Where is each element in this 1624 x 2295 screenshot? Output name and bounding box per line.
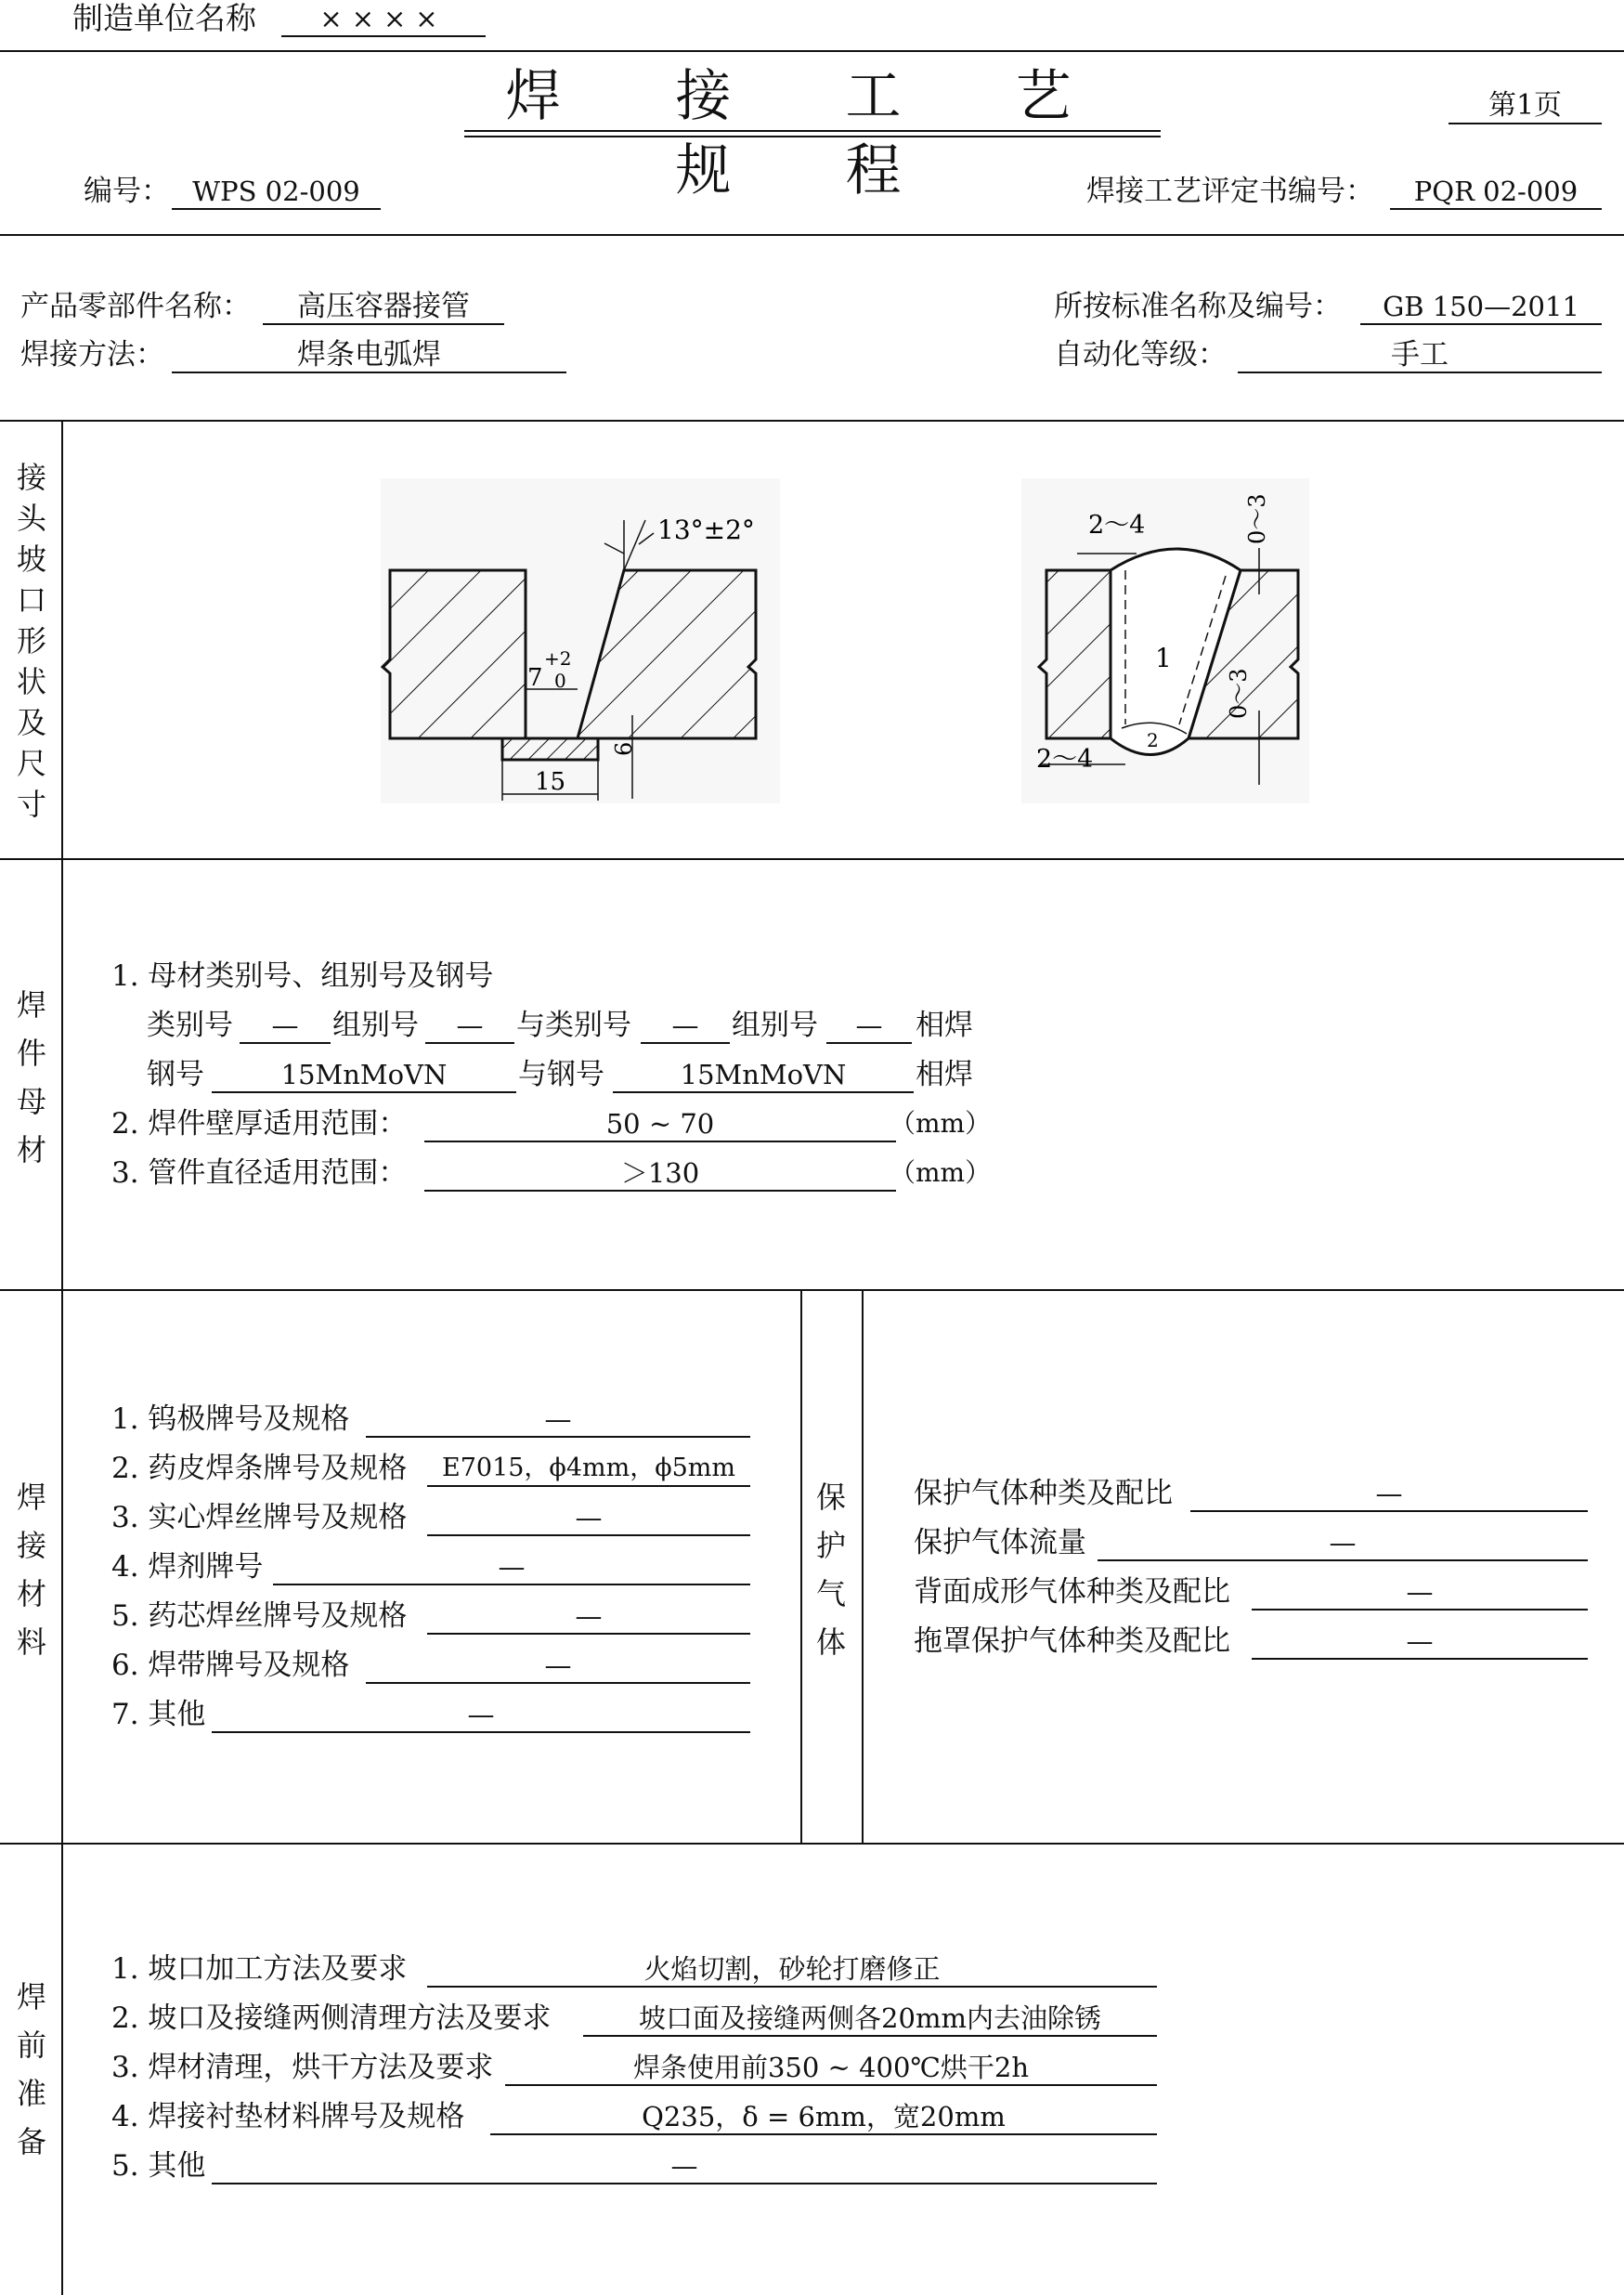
section-char: 头 bbox=[16, 501, 46, 536]
material-value: — bbox=[427, 1501, 750, 1536]
bottom-height: 0～3 bbox=[1226, 668, 1252, 719]
section-char: 寸 bbox=[16, 787, 46, 822]
gas-column-rule bbox=[862, 1289, 864, 1843]
with-category-label: 与类别号 bbox=[516, 1009, 631, 1042]
section-char: 母 bbox=[16, 1084, 46, 1119]
group2-label: 组别号 bbox=[732, 1009, 818, 1042]
material-label: 1. 钨极牌号及规格 bbox=[111, 1402, 350, 1436]
material-label: 3. 实心焊丝牌号及规格 bbox=[111, 1501, 408, 1534]
backing-width: 15 bbox=[535, 768, 566, 796]
gas-label: 保护气体种类及配比 bbox=[914, 1477, 1173, 1510]
header-rule bbox=[0, 234, 1624, 236]
section-char: 备 bbox=[16, 2124, 46, 2159]
method-value: 焊条电弧焊 bbox=[172, 338, 566, 373]
backing-strip bbox=[502, 738, 598, 760]
section-char: 形 bbox=[16, 623, 46, 659]
material-label: 5. 药芯焊丝牌号及规格 bbox=[111, 1599, 408, 1633]
steel-value: 15MnMoVN bbox=[212, 1058, 516, 1093]
section-char: 材 bbox=[16, 1576, 46, 1611]
section-char: 坡 bbox=[16, 541, 46, 577]
group2-value: — bbox=[826, 1009, 912, 1044]
match-text: 相焊 bbox=[916, 1009, 973, 1042]
pqr-no-value: PQR 02-009 bbox=[1390, 175, 1602, 210]
wps-no-value: WPS 02-009 bbox=[172, 175, 381, 210]
section-label-base-metal bbox=[13, 981, 50, 1174]
base-item-1: 1. 母材类别号、组别号及钢号 bbox=[111, 959, 494, 993]
top-width: 2～4 bbox=[1088, 511, 1146, 540]
section-label-materials bbox=[13, 1473, 50, 1666]
gap-main: 7 bbox=[527, 664, 543, 692]
material-label: 6. 焊带牌号及规格 bbox=[111, 1649, 350, 1682]
part-value: 高压容器接管 bbox=[263, 290, 504, 325]
gas-value: — bbox=[1098, 1526, 1588, 1561]
section-char: 口 bbox=[16, 582, 46, 618]
prep-label: 5. 其他 bbox=[111, 2149, 206, 2183]
prep-value: — bbox=[212, 2149, 1157, 2184]
diameter-label: 3. 管件直径适用范围： bbox=[111, 1156, 408, 1190]
wps-no-label: 编号： bbox=[84, 175, 170, 208]
page-title: 焊 接 工 艺 规 程 bbox=[505, 64, 1120, 203]
unit-value: ×××× bbox=[281, 2, 486, 37]
section-char: 焊 bbox=[16, 1480, 46, 1515]
page-number: 第1页 bbox=[1449, 89, 1602, 124]
gap-minus: 0 bbox=[554, 670, 566, 692]
top-rule bbox=[0, 50, 1624, 52]
method-label: 焊接方法： bbox=[20, 338, 164, 372]
bevel-angle: 13°±2° bbox=[657, 515, 755, 545]
title-underline bbox=[464, 130, 1161, 137]
prep-value: Q235，δ = 6mm，宽20mm bbox=[490, 2100, 1157, 2135]
section-char: 件 bbox=[16, 1036, 46, 1071]
section-char: 状 bbox=[16, 664, 46, 699]
prep-label: 2. 坡口及接缝两侧清理方法及要求 bbox=[111, 2002, 552, 2035]
prep-value: 坡口面及接缝两侧各20mm内去油除锈 bbox=[583, 2002, 1157, 2037]
auto-value: 手工 bbox=[1238, 338, 1602, 373]
section-char: 气 bbox=[815, 1576, 846, 1611]
category-value: — bbox=[240, 1009, 331, 1044]
section-char: 准 bbox=[16, 2076, 46, 2111]
material-value: — bbox=[212, 1698, 750, 1733]
gas-value: — bbox=[1190, 1477, 1588, 1512]
section-char: 料 bbox=[16, 1624, 46, 1660]
group-label: 组别号 bbox=[332, 1009, 419, 1042]
prep-label: 1. 坡口加工方法及要求 bbox=[111, 1952, 408, 1986]
section-char: 保 bbox=[815, 1480, 846, 1515]
pqr-no-label: 焊接工艺评定书编号： bbox=[1086, 175, 1374, 208]
gap-plus: +2 bbox=[544, 647, 572, 670]
gas-value: — bbox=[1252, 1575, 1588, 1610]
joint-diagram bbox=[0, 420, 1624, 858]
diameter-value: ＞130 bbox=[424, 1156, 896, 1192]
part-label: 产品零部件名称： bbox=[20, 290, 251, 323]
gas-label: 拖罩保护气体种类及配比 bbox=[914, 1624, 1230, 1658]
gas-label: 保护气体流量 bbox=[914, 1526, 1086, 1559]
gas-column-rule bbox=[800, 1289, 802, 1843]
material-label: 4. 焊剂牌号 bbox=[111, 1550, 264, 1584]
prep-value: 火焰切割，砂轮打磨修正 bbox=[427, 1952, 1157, 1988]
section-char: 护 bbox=[815, 1528, 846, 1563]
top-height: 0～3 bbox=[1244, 493, 1270, 544]
with-steel-label: 与钢号 bbox=[518, 1058, 604, 1091]
section-rule bbox=[0, 1843, 1624, 1845]
unit-label: 制造单位名称 bbox=[72, 0, 256, 36]
with-category-value: — bbox=[641, 1009, 730, 1044]
gas-value: — bbox=[1252, 1624, 1588, 1660]
material-value: E7015，ϕ4mm，ϕ5mm bbox=[427, 1452, 750, 1487]
material-label: 2. 药皮焊条牌号及规格 bbox=[111, 1452, 408, 1485]
thickness-unit: （mm） bbox=[890, 1108, 992, 1139]
gas-label: 背面成形气体种类及配比 bbox=[914, 1575, 1230, 1609]
std-label: 所按标准名称及编号： bbox=[1054, 290, 1342, 323]
section-char: 前 bbox=[16, 2028, 46, 2063]
section-rule bbox=[0, 1289, 1624, 1291]
section-char: 体 bbox=[815, 1624, 846, 1660]
prep-value: 焊条使用前350 ~ 400℃烘干2h bbox=[505, 2051, 1157, 2086]
prep-label: 3. 焊材清理，烘干方法及要求 bbox=[111, 2051, 494, 2084]
material-value: — bbox=[273, 1550, 750, 1585]
section-char: 焊 bbox=[16, 1979, 46, 2015]
section-char: 接 bbox=[16, 460, 46, 495]
left-plate bbox=[383, 570, 526, 738]
thickness-label: 2. 焊件壁厚适用范围： bbox=[111, 1107, 408, 1141]
left-plate bbox=[1039, 570, 1111, 738]
backing-thickness: 6 bbox=[611, 741, 637, 756]
section-label-gas bbox=[812, 1473, 850, 1666]
auto-label: 自动化等级： bbox=[1054, 338, 1227, 372]
bottom-width: 2～4 bbox=[1036, 745, 1094, 774]
section-char: 及 bbox=[16, 705, 46, 740]
section-char: 焊 bbox=[16, 987, 46, 1023]
section-label-preparation bbox=[13, 1973, 50, 2166]
diameter-unit: （mm） bbox=[890, 1157, 992, 1188]
material-label: 7. 其他 bbox=[111, 1698, 206, 1731]
with-steel-value: 15MnMoVN bbox=[613, 1058, 914, 1093]
section-char: 材 bbox=[16, 1132, 46, 1167]
prep-label: 4. 焊接衬垫材料牌号及规格 bbox=[111, 2100, 465, 2133]
match-text: 相焊 bbox=[916, 1058, 973, 1091]
section-char: 接 bbox=[16, 1528, 46, 1563]
pass-1: 1 bbox=[1155, 643, 1172, 673]
category-label: 类别号 bbox=[147, 1009, 233, 1042]
group-value: — bbox=[425, 1009, 514, 1044]
material-value: — bbox=[427, 1599, 750, 1635]
thickness-value: 50 ~ 70 bbox=[424, 1107, 896, 1142]
material-value: — bbox=[366, 1649, 750, 1684]
std-value: GB 150—2011 bbox=[1360, 290, 1602, 325]
steel-label: 钢号 bbox=[147, 1058, 204, 1091]
section-char: 尺 bbox=[16, 746, 46, 781]
material-value: — bbox=[366, 1402, 750, 1438]
pass-2: 2 bbox=[1147, 729, 1159, 751]
section-rule bbox=[0, 858, 1624, 860]
